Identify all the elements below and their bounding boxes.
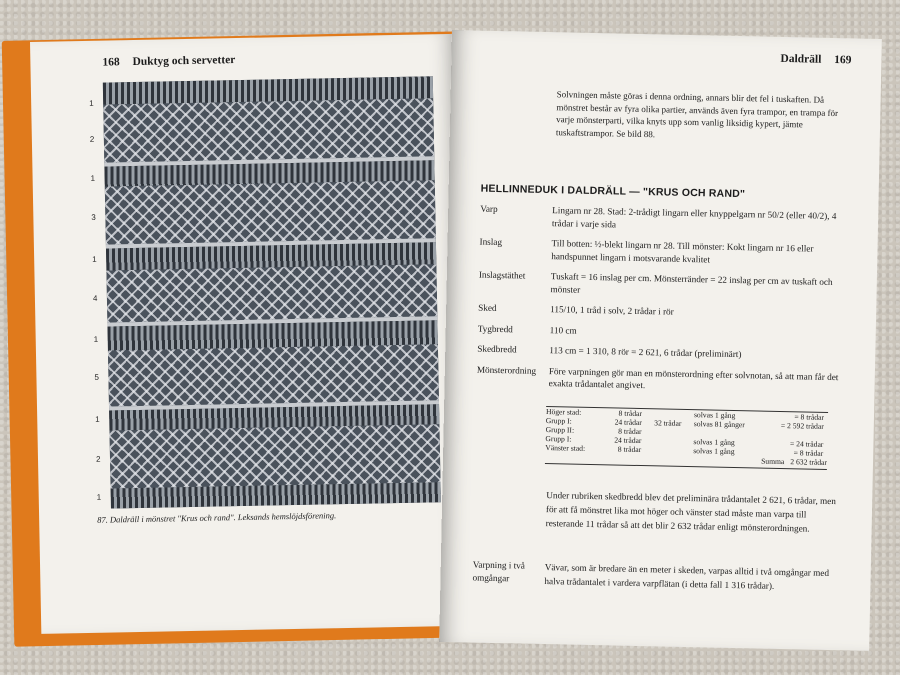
- row-label: 1: [90, 173, 96, 183]
- table-cell: [641, 445, 693, 455]
- table-cell: Grupp I:: [545, 416, 572, 426]
- row-label: 1: [96, 492, 102, 502]
- spec-list: [476, 203, 850, 404]
- table-cell: solvas 1 gång: [693, 410, 736, 421]
- table-cell: 32 trådar: [654, 418, 682, 428]
- spec-value: 113 cm = 1 310, 8 rör = 2 621, 6 trådar (preliminärt): [549, 345, 742, 360]
- sum-label: Summa: [761, 456, 785, 467]
- spec-label: Sked: [478, 302, 497, 313]
- spec-row: [478, 269, 848, 302]
- row-label: 1: [89, 98, 94, 108]
- photo-band: [105, 180, 436, 244]
- photo-band: [109, 424, 440, 488]
- spec-label: Skedbredd: [477, 343, 517, 355]
- row-label: 1: [95, 414, 100, 424]
- table-cell: solvas 1 gång: [693, 446, 735, 457]
- table-cell: Vänster stad:: [545, 443, 586, 453]
- row-label: 1: [93, 334, 99, 344]
- table-cell: 8 trådar: [617, 444, 642, 455]
- row-label: 2: [95, 454, 101, 464]
- varpning-paragraph: Vävar, som är bredare än en meter i skeden, varpas alltid i två omgångar med halva trådantalet i vardera varpflätan (i detta fall 1 316 trådar).: [544, 562, 830, 591]
- table-cell: 8 trådar: [618, 426, 642, 437]
- spec-row: [478, 322, 848, 342]
- row-label: 5: [94, 372, 99, 382]
- weaving-photo: [103, 76, 441, 508]
- table-cell: solvas 81 gånger: [693, 419, 745, 430]
- table-cell: Grupp II:: [545, 425, 575, 435]
- table-cell: solvas 1 gång: [693, 437, 735, 448]
- skedbredd-paragraph: Under rubriken skedbredd blev det preliminära trådantalet 2 621, 6 trådar, men för att få mönstret lika mot höger och vänster stad måste man varpa till resterande 11 trådar så att det blir 2 632 trådar enligt mönsterordningen.: [545, 490, 837, 534]
- table-cell: 24 trådar: [614, 435, 642, 446]
- spec-value: 110 cm: [549, 324, 577, 336]
- table-cell: 8 trådar: [618, 408, 643, 419]
- spec-label: Inslagstäthet: [478, 269, 526, 281]
- left-running-title: Duktyg och servetter: [132, 54, 236, 69]
- photo-band: [103, 98, 434, 162]
- spec-value: 115/10, 1 tråd i solv, 2 trådar i rör: [550, 304, 674, 317]
- right-running-head: [780, 53, 851, 66]
- left-page: [30, 34, 466, 634]
- spec-label: Inslag: [479, 236, 503, 248]
- row-label: 4: [92, 293, 98, 303]
- spec-row: [477, 343, 847, 363]
- right-page: [439, 30, 882, 651]
- table-cell: 24 trådar: [614, 417, 642, 428]
- row-label: 2: [89, 134, 95, 144]
- spec-label: Mönsterordning: [476, 364, 537, 376]
- row-label: 3: [91, 212, 96, 222]
- row-label: 1: [92, 254, 97, 264]
- spec-row: [478, 302, 848, 322]
- spec-row: [477, 363, 847, 396]
- left-page-number: 168: [102, 56, 120, 69]
- photo-band: [108, 344, 439, 406]
- figure-caption: 87. Daldräll i mönstret "Krus och rand". Leksands hemslöjdsförening.: [97, 510, 337, 525]
- spec-label: Varp: [480, 203, 498, 214]
- spec-row: [480, 203, 850, 236]
- section-title: HELLINNEDUK I DALDRÄLL — "KRUS OCH RAND": [480, 182, 746, 201]
- right-page-number: 169: [834, 54, 852, 67]
- table-cell: Höger stad:: [545, 407, 582, 417]
- spec-value: Tuskaft = 16 inslag per cm. Mönsterränder = 22 inslag per cm av tuskaft och mönster: [550, 271, 833, 295]
- spec-row: [479, 236, 849, 269]
- threading-table: [545, 406, 828, 470]
- spec-label: Tygbredd: [477, 323, 513, 334]
- table-cell: Grupp I:: [545, 434, 572, 444]
- photo-band: [106, 264, 437, 322]
- right-running-title: Daldräll: [780, 52, 822, 66]
- spec-value: Lingarn nr 28. Stad: 2-trådigt lingarn eller knyppelgarn nr 50/2 (eller 40/2), 4 trådar i varje sida: [551, 205, 837, 229]
- sum-value: 2 632 trådar: [790, 457, 828, 467]
- table-cell: = 8 trådar: [794, 412, 825, 422]
- varpning-label: Varpning i två omgångar: [472, 559, 525, 584]
- spec-value: Före varpningen gör man en mönsterordning efter solvnotan, så att man får det exakta trådantalet angivet.: [548, 365, 839, 391]
- table-cell: = 2 592 trådar: [780, 420, 824, 431]
- table-cell: = 24 trådar: [789, 439, 824, 449]
- intro-paragraph: Solvningen måste göras i denna ordning, annars blir det fel i tuskaften. Då mönstret består av fyra olika partier, används även fyra trampor, en trampa för varje mönsterparti, vilka knyts upp som vanlig liksidig kypert, jämte tuskaftstrampor. Se bild 88.: [555, 89, 839, 139]
- table-cell: = 8 trådar: [793, 448, 824, 458]
- spec-value: Till botten: ½-blekt lingarn nr 28. Till mönster: Kokt lingarn nr 16 eller handspunnet lingarn i motsvarande kvalitet: [551, 238, 814, 264]
- left-running-head: [102, 54, 235, 69]
